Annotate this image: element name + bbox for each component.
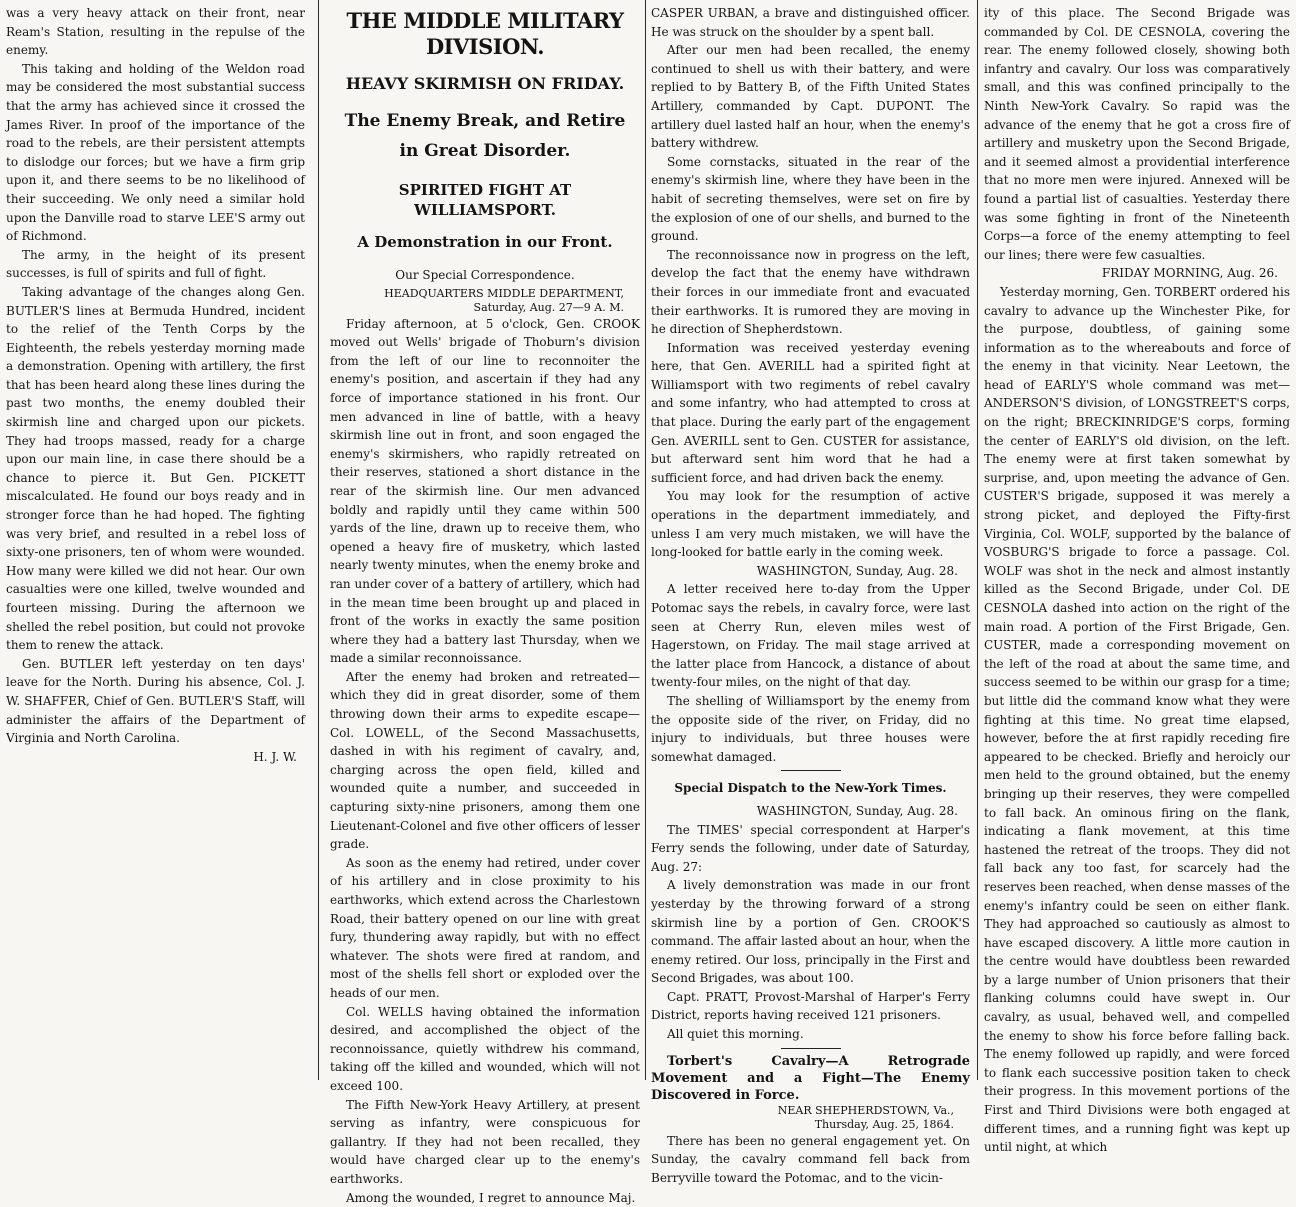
column-rule [645,0,646,1080]
paragraph: After the enemy had broken and retreated—which they did in great disorder, some of them throwing down their arms to expedite escape—Col. LOWELL, of the Second Massachusetts, dashed in with his regiment of cavalry, and, charging across the open field, killed and wounded quite a number, and succeeded in capturing sixty-nine prisoners, among them one Lieutenant-Colonel and five other officers of lesser grade. [330,668,640,854]
paragraph: This taking and holding of the Weldon road may be considered the most substantial success that the army has achieved since it crossed the James River. In proof of the importance of the road to the rebels, are their persistent attempts to dislodge our forces; but we have a firm grip upon it, and there seems to be no likelihood of their succeeding. We only need a similar hold upon the Danville road to starve LEE'S army out of Richmond. [6,60,305,246]
column-1 [6,4,305,1080]
paragraph: A lively demonstration was made in our front yesterday by the throwing forward of a strong skirmish line by a portion of Gen. CROOK'S command. The affair lasted about an hour, when the enemy retired. Our loss, principally in the First and Second Brigades, was about 100. [651,876,970,988]
paragraph: As soon as the enemy had retired, under cover of his artillery and in close proximity to his earthworks, which extend across the Charlestown Road, their battery opened on our line with great fury, thundering away rapidly, but with no effect whatever. The shots were fired at random, and most of the shells fell short or exploded over the heads of our men. [330,854,640,1003]
dateline: NEAR SHEPHERDSTOWN, Va., [651,1104,970,1118]
correspondence-label: Our Special Correspondence. [330,266,640,285]
paragraph: After our men had been recalled, the enemy continued to shell us with their battery, and were replied to by Battery B, of the Fifth United States Artillery, commanded by Capt. DUPONT. The artillery duel lasted half an hour, when the enemy's battery withdrew. [651,41,970,153]
dateline: WASHINGTON, Sunday, Aug. 28. [651,802,970,821]
paragraph: was a very heavy attack on their front, near Ream's Station, resulting in the repulse of the enemy. [6,4,305,60]
paragraph: You may look for the resumption of active operations in the department immediately, and unless I am very much mistaken, we will have the long-looked for battle early in the coming week. [651,487,970,561]
paragraph: All quiet this morning. [651,1025,970,1044]
headline-heavy-skirmish: HEAVY SKIRMISH ON FRIDAY. [330,74,640,94]
divider [781,1048,841,1049]
paragraph: The TIMES' special correspondent at Harper's Ferry sends the following, under date of Saturday, Aug. 27: [651,821,970,877]
column-4 [984,4,1290,1080]
paragraph: ity of this place. The Second Brigade was commanded by Col. DE CESNOLA, covering the rear. The enemy followed closely, showing both infantry and cavalry. Our loss was comparatively small, and this was confined principally to the Ninth New-York Cavalry. So rapid was the advance of the enemy that he got a cross fire of artillery and musketry upon the Second Brigade, and it seemed almost a providential interference that no more men were injured. Annexed will be found a partial list of casualties. Yesterday there was some fighting in front of the Nineteenth Corps—a force of the enemy attempting to feel our lines; there were few casualties. [984,4,1290,264]
paragraph: A letter received here to-day from the Upper Potomac says the rebels, in cavalry force, were last seen at Cherry Run, eleven miles west of Hagerstown, on Friday. The mail stage arrived at the latter place from Hancock, a distance of about twenty-four miles, on the night of that day. [651,580,970,692]
paragraph: Friday afternoon, at 5 o'clock, Gen. CROOK moved out Wells' brigade of Thoburn's division from the left of our line to reconnoiter the enemy's position, and ascertain if they had any force of importance stationed in his front. Our men advanced in line of battle, with a heavy skirmish line out in front, and soon engaged the enemy's skirmishers, who rapidly retreated on their reserves, stationed a short distance in the rear of the skirmish line. Our men advanced boldly and rapidly until they came within 500 yards of the line, drawn up to receive them, who opened a heavy fire of musketry, which lasted nearly twenty minutes, when the enemy broke and ran under cover of a battery of artillery, which had in the mean time been brought up and placed in front of the works in exactly the same position where they had a battery last Thursday, when we made a similar reconnoissance. [330,315,640,668]
paragraph: There has been no general engagement yet. On Sunday, the cavalry command fell back from Berryville toward the Potomac, and to the vicin- [651,1132,970,1188]
headline-williamsport: SPIRITED FIGHT AT WILLIAMSPORT. [330,180,640,220]
paragraph: CASPER URBAN, a brave and distinguished officer. He was struck on the shoulder by a spent ball. [651,4,970,41]
signature: H. J. W. [6,748,305,767]
column-3 [651,4,970,1080]
paragraph: The reconnoissance now in progress on the left, develop the fact that the enemy have withdrawn their forces in our immediate front and evacuated their earthworks. It is rumored they are moving in he direction of Shepherdstown. [651,246,970,339]
masthead: THE MIDDLE MILITARY DIVISION. [330,8,640,60]
paragraph: The army, in the height of its present successes, is full of spirits and full of fight. [6,246,305,283]
paragraph: Yesterday morning, Gen. TORBERT ordered his cavalry to advance up the Winchester Pike, for the purpose, doubtless, of gaining some information as to the whereabouts and force of the enemy in that vicinity. Near Leetown, the head of EARLY'S whole command was met—ANDERSON'S division, of LONGSTREET'S corps, on the right; BRECKINRIDGE'S corps, forming the center of EARLY'S old division, on the left. The enemy were at first taken somewhat by surprise, and, upon meeting the advance of Gen. CUSTER'S brigade, supposed it was merely a strong picket, and deployed the Fifty-first Virginia, Col. WOLF, supported by the balance of VOSBURG'S brigade to force a passage. Col. WOLF was shot in the neck and almost instantly killed as the Second Brigade, under Col. DE CESNOLA dashed into action on the right of the main road. A portion of the First Brigade, Gen. CUSTER, made a corresponding movement on the left of the road at about the same time, and success seemed to be within our grasp for a time; but little did the command know what they were fighting at this time. No great time elapsed, however, before the at first rapidly receding fire appeared to be checked. Briefly and heroicly our men held to the ground obtained, but the enemy bringing up their reserves, they were compelled to fall back. An ominous firing on the flank, indicating a flank movement, at this time hastened the retreat of the troops. They did not fall back any too fast, for scarcely had the reserves been reached, when dense masses of the enemy's infantry could be seen on either flank. They had approached so cautiously as almost to have escaped discovery. A little more caution in the centre would have doubtless been rewarded by a large number of Union prisoners that their flanking columns could have swept in. Our cavalry, as usual, behaved well, and compelled the enemy to show his force before falling back. The enemy followed up rapidly, and were forced to flank each successive position taken to check their progress. In this movement portions of the First and Third Divisions were both engaged at different times, and a running fight was kept up until night, at which [984,283,1290,1157]
dateline: Thursday, Aug. 25, 1864. [651,1118,970,1132]
headline-demonstration: A Demonstration in our Front. [330,232,640,252]
paragraph: Col. WELLS having obtained the information desired, and accomplished the object of the reconnoissance, quietly withdrew his command, taking off the killed and wounded, which will not exceed 100. [330,1003,640,1096]
paragraph: Gen. BUTLER left yesterday on ten days' leave for the North. During his absence, Col. J. W. SHAFFER, Chief of Gen. BUTLER'S Staff, will administer the affairs of the Department of Virginia and North Carolina. [6,655,305,748]
paragraph: The Fifth New-York Heavy Artillery, at present serving as infantry, were conspicuous for gallantry. If they had not been recalled, they would have charged clear up to the enemy's earthworks. [330,1096,640,1189]
headquarters-date: Saturday, Aug. 27—9 A. M. [330,301,640,315]
dateline: WASHINGTON, Sunday, Aug. 28. [651,562,970,581]
paragraph: Taking advantage of the changes along Gen. BUTLER'S lines at Bermuda Hundred, incident to the relief of the Tenth Corps by the Eighteenth, the rebels yesterday morning made a demonstration. Opening with artillery, the first that has been heard along these lines during the past two months, the enemy doubled their skirmish line and charged upon our pickets. They had troops massed, ready for a charge upon our main line, in case there should be a chance to pierce it. But Gen. PICKETT miscalculated. He found our boys ready and in stronger force than he had hoped. The fighting was very brief, and resulted in a rebel loss of sixty-one prisoners, ten of whom were wounded. How many were killed we did not hear. Our own casualties were one killed, twelve wounded and fourteen missing. During the afternoon we shelled the rebel position, but could not provoke them to renew the attack. [6,283,305,655]
column-2 [330,4,640,1080]
dispatch-heading: Special Dispatch to the New-York Times. [651,779,970,798]
paragraph: Information was received yesterday evening here, that Gen. AVERILL had a spirited fight at Williamsport with two regiments of rebel cavalry and some infantry, who had attempted to cross at that place. During the early part of the engagement Gen. AVERILL sent to Gen. CUSTER for assistance, but afterward sent him word that he had a sufficient force, and had driven back the enemy. [651,339,970,488]
dateline: FRIDAY MORNING, Aug. 26. [984,264,1290,283]
headline-enemy-break: The Enemy Break, and Retire in Great Disorder. [338,106,632,166]
paragraph: The shelling of Williamsport by the enemy from the opposite side of the river, on Friday, did no injury to individuals, but three houses were somewhat damaged. [651,692,970,766]
kicker-headline: Torbert's Cavalry—A Retrograde Movement and a Fight—The Enemy Discovered in Force. [651,1053,970,1104]
paragraph: Capt. PRATT, Provost-Marshal of Harper's Ferry District, reports having received 121 prisoners. [651,988,970,1025]
headquarters-line: HEADQUARTERS MIDDLE DEPARTMENT, [330,287,640,301]
divider [781,770,841,771]
column-rule [977,0,978,1080]
paragraph: Some cornstacks, situated in the rear of the enemy's skirmish line, where they have been in the habit of secreting themselves, were set on fire by the explosion of one of our shells, and burned to the ground. [651,153,970,246]
paragraph: Among the wounded, I regret to announce Maj. [330,1189,640,1207]
column-rule [318,0,319,1080]
